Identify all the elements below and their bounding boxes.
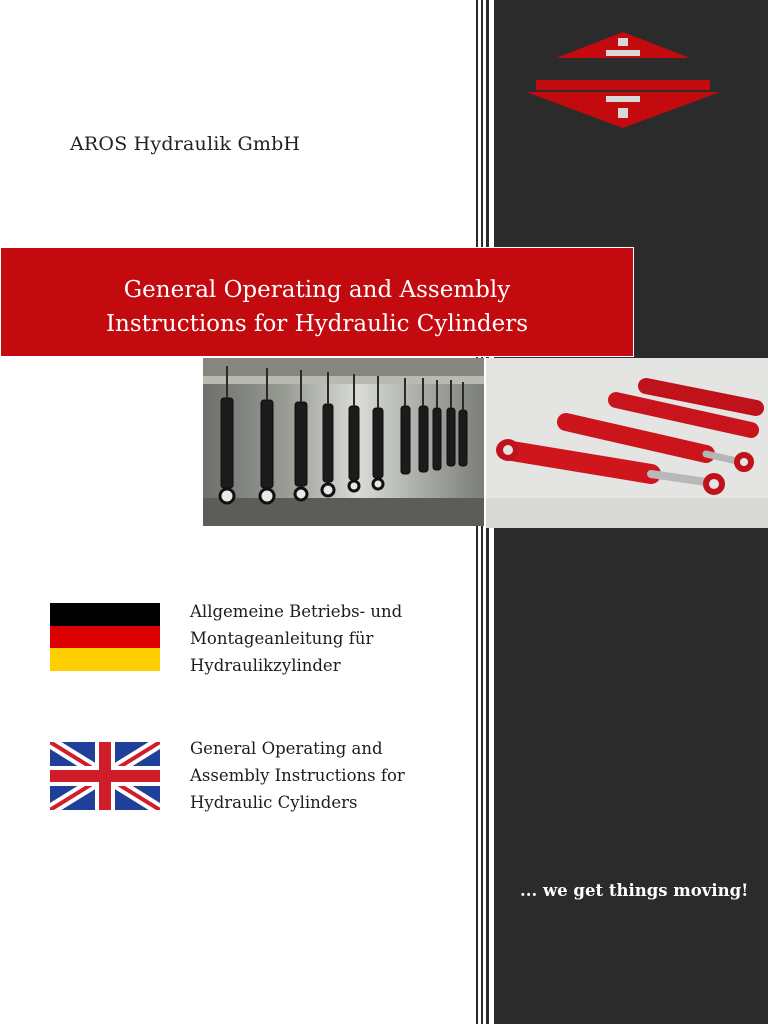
text-line: Hydraulic Cylinders <box>190 793 358 812</box>
english-title <box>190 735 470 816</box>
document-title <box>0 273 634 341</box>
united-kingdom-flag-icon <box>50 742 160 810</box>
aros-logo-icon <box>526 30 720 130</box>
title-line: General Operating and Assembly <box>123 277 511 303</box>
germany-flag-icon <box>50 603 160 671</box>
text-line: Assembly Instructions for <box>190 766 405 785</box>
text-line: Hydraulikzylinder <box>190 656 341 675</box>
text-line: General Operating and <box>190 739 383 758</box>
red-cylinders-photo <box>486 358 768 528</box>
text-line: Allgemeine Betriebs- und <box>190 602 403 621</box>
title-line: Instructions for Hydraulic Cylinders <box>105 311 529 337</box>
text-line: Montageanleitung für <box>190 629 374 648</box>
hanging-cylinders-photo <box>203 358 484 526</box>
slogan: ... we get things moving! <box>520 881 749 900</box>
german-title <box>190 598 470 679</box>
company-name: AROS Hydraulik GmbH <box>70 133 301 155</box>
